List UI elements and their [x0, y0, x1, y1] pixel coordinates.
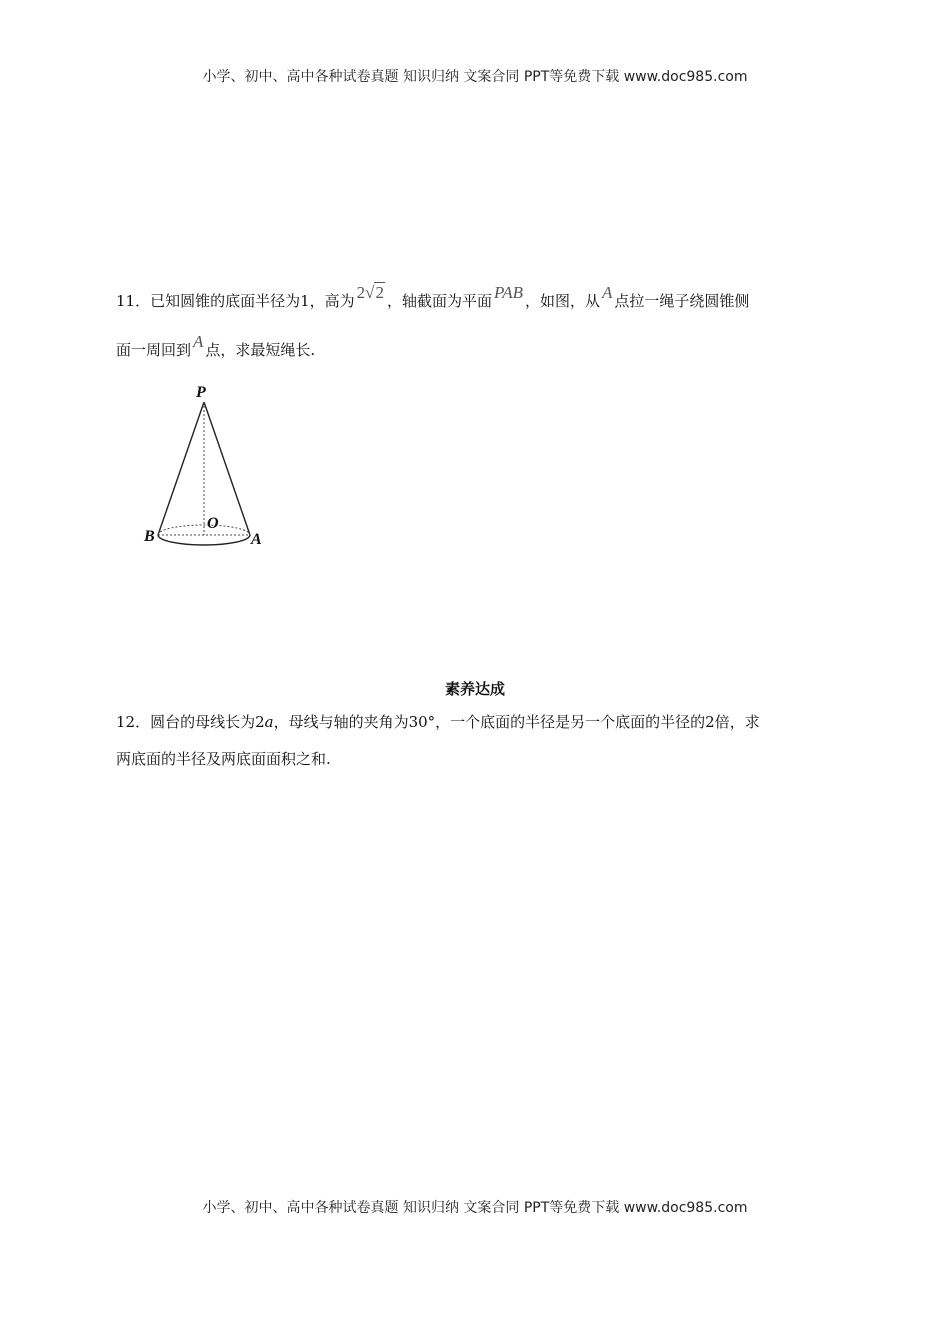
- cone-edge-pb: [158, 402, 204, 535]
- question-11-line-2: [116, 332, 316, 360]
- point-a: A: [601, 283, 613, 302]
- height-sqrt-expression: 2√2: [356, 283, 384, 302]
- cone-figure: [140, 380, 280, 552]
- label-p: P: [196, 384, 206, 401]
- q11-text-4: 点拉一绳子绕圆锥侧: [614, 292, 750, 310]
- page-footer: 小学、初中、高中各种试卷真题 知识归纳 文案合同 PPT等免费下载 www.doc985.com: [202, 1200, 748, 1216]
- q12-text-2: ，母线与轴的夹角为30°，一个底面的半径是另一个底面的半径的2倍，求: [273, 713, 760, 731]
- label-a: A: [251, 531, 262, 548]
- label-b: B: [144, 528, 155, 545]
- variable-a: a: [264, 713, 274, 731]
- question-12-line-1: [116, 711, 760, 732]
- base-front-arc: [158, 535, 250, 545]
- height-coefficient: 2: [356, 283, 366, 302]
- point-a-2: A: [193, 332, 204, 351]
- section-title: 素养达成: [444, 680, 505, 698]
- label-o: O: [207, 515, 219, 532]
- q11-text-6: 点，求最短绳长.: [205, 341, 316, 359]
- q11-text-3: ，如图，从: [524, 292, 600, 310]
- q11-text-2: ，轴截面为平面: [386, 292, 492, 310]
- page-header: 小学、初中、高中各种试卷真题 知识归纳 文案合同 PPT等免费下载 www.doc985.com: [202, 69, 748, 85]
- q11-text-5: 面一周回到: [116, 341, 192, 359]
- question-11-line-1: [116, 283, 750, 311]
- q12-text-1: 12．圆台的母线长为2: [116, 713, 265, 731]
- plane-name: PAB: [494, 283, 523, 302]
- height-radicand: 2: [375, 283, 384, 302]
- question-12-line-2: 两底面的半径及两底面面积之和.: [116, 750, 331, 768]
- q11-text-1: 11．已知圆锥的底面半径为1，高为: [116, 292, 355, 310]
